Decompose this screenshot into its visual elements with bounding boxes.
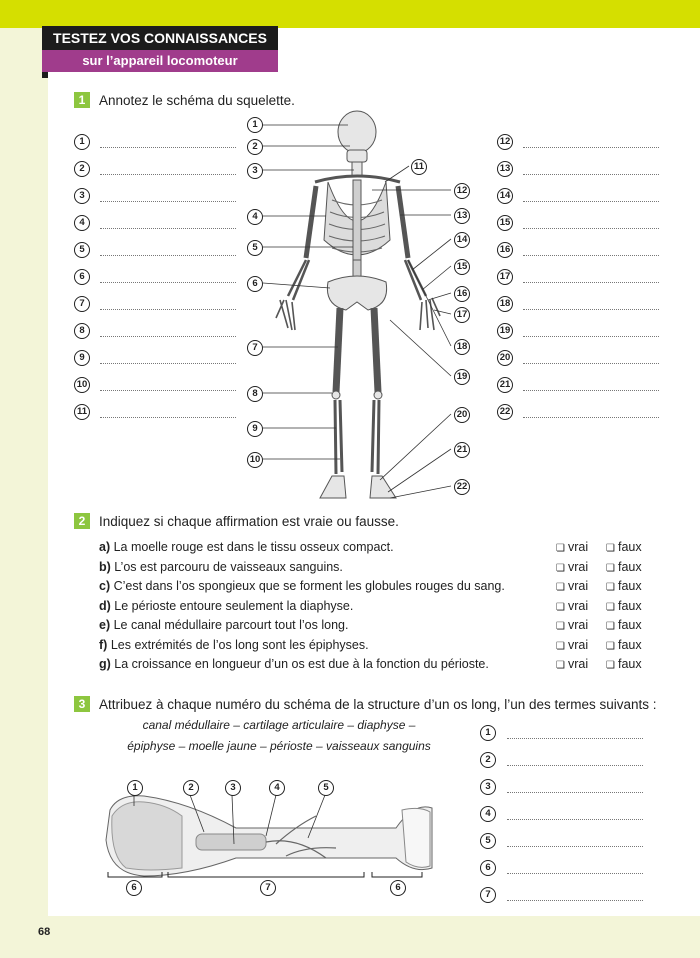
answer-blank[interactable] (100, 174, 236, 175)
skeleton-marker: 14 (454, 232, 470, 248)
answer-number: 1 (74, 134, 90, 150)
answer-blank[interactable] (523, 363, 659, 364)
skeleton-marker: 1 (247, 117, 263, 133)
checkbox-icon: ❏ (606, 601, 615, 613)
answer-number: 7 (74, 296, 90, 312)
vrai-label: vrai (567, 598, 589, 613)
q2-title: Indiquez si chaque affirmation est vraie ou fausse. (99, 514, 399, 529)
vrai-checkbox[interactable] (556, 657, 588, 671)
medullary-canal (196, 834, 266, 850)
answer-number: 5 (480, 833, 496, 849)
answer-blank[interactable] (507, 873, 643, 874)
answer-blank[interactable] (100, 228, 236, 229)
statement-text: La moelle rouge est dans le tissu osseux compact. (113, 540, 394, 554)
answer-blank[interactable] (507, 900, 643, 901)
q1-number-badge: 1 (74, 92, 90, 108)
left-femur (336, 308, 340, 392)
answer-blank[interactable] (523, 174, 659, 175)
answer-blank[interactable] (100, 147, 236, 148)
checkbox-icon: ❏ (556, 621, 565, 632)
faux-label: faux (617, 559, 642, 574)
right-patella (374, 391, 382, 399)
skeleton-diagram (240, 110, 490, 510)
statement-letter: a) (99, 540, 111, 554)
right-hand (420, 298, 440, 330)
answer-blank[interactable] (100, 390, 236, 391)
answer-number: 2 (74, 161, 90, 177)
left-hand (276, 300, 295, 330)
faux-checkbox[interactable] (606, 618, 642, 632)
faux-checkbox[interactable] (606, 560, 642, 574)
answer-blank[interactable] (100, 417, 236, 418)
answer-number: 16 (497, 242, 513, 258)
answer-blank[interactable] (523, 282, 659, 283)
skeleton-marker: 9 (247, 421, 263, 437)
page-number: 68 (38, 926, 51, 938)
answer-blank[interactable] (507, 738, 643, 739)
answer-number: 17 (497, 269, 513, 285)
statement-letter: g) (99, 657, 111, 671)
bone-marker: 2 (183, 780, 199, 796)
statement (99, 540, 394, 554)
statement-letter: d) (99, 598, 111, 613)
answer-number: 14 (497, 188, 513, 204)
long-bone-diagram (96, 776, 436, 896)
right-humerus (398, 186, 408, 258)
left-forearm (288, 260, 309, 300)
skeleton-marker: 16 (454, 286, 470, 302)
faux-checkbox[interactable] (606, 540, 642, 554)
left-leg-bones (335, 400, 342, 474)
skeleton-marker: 11 (411, 159, 427, 175)
skeleton-marker: 15 (454, 259, 470, 275)
answer-number: 19 (497, 323, 513, 339)
skeleton-marker: 3 (247, 163, 263, 179)
jaw (347, 150, 367, 162)
right-foot (370, 476, 396, 498)
articular-cartilage-right (402, 808, 430, 867)
vrai-label: vrai (567, 618, 589, 632)
skeleton-marker: 13 (454, 208, 470, 224)
statement (99, 599, 353, 613)
vrai-label: vrai (567, 540, 589, 554)
right-femur (374, 308, 378, 392)
answer-blank[interactable] (523, 417, 659, 418)
answer-blank[interactable] (100, 336, 236, 337)
faux-label: faux (617, 618, 642, 632)
statement (99, 579, 505, 593)
bone-marker: 4 (269, 780, 285, 796)
answer-blank[interactable] (523, 255, 659, 256)
q3-terms-line-2: épiphyse – moelle jaune – périoste – vaisseaux sanguins (127, 739, 431, 753)
skeleton-marker: 21 (454, 442, 470, 458)
vrai-label: vrai (567, 657, 589, 671)
skeleton-marker: 20 (454, 407, 470, 423)
checkbox-icon: ❏ (606, 621, 615, 632)
spongy-bone (112, 802, 182, 870)
vrai-checkbox[interactable] (556, 599, 588, 613)
answer-blank[interactable] (523, 309, 659, 310)
answer-blank[interactable] (100, 255, 236, 256)
answer-blank[interactable] (523, 147, 659, 148)
right-forearm (405, 260, 426, 300)
statement (99, 618, 348, 632)
answer-number: 6 (480, 860, 496, 876)
statement (99, 560, 343, 574)
skeleton-marker: 19 (454, 369, 470, 385)
bone-marker: 6 (390, 880, 406, 896)
bone-marker: 5 (318, 780, 334, 796)
statement (99, 638, 369, 652)
q3-number-badge: 3 (74, 696, 90, 712)
answer-blank[interactable] (507, 846, 643, 847)
vrai-checkbox[interactable] (556, 579, 588, 593)
answer-blank[interactable] (100, 363, 236, 364)
top-color-band (0, 0, 700, 28)
statement-text: Les extrémités de l’os long sont les épiphyses. (110, 637, 369, 652)
vrai-checkbox[interactable] (556, 618, 588, 632)
faux-label: faux (617, 657, 642, 671)
answer-number: 21 (497, 377, 513, 393)
faux-label: faux (617, 540, 642, 554)
faux-label: faux (617, 579, 642, 593)
statement (99, 657, 489, 671)
answer-number: 1 (480, 725, 496, 741)
answer-blank[interactable] (523, 390, 659, 391)
answer-blank[interactable] (100, 282, 236, 283)
skeleton-marker: 6 (247, 276, 263, 292)
skeleton-marker: 7 (247, 340, 263, 356)
answer-number: 22 (497, 404, 513, 420)
statement-text: C’est dans l’os spongieux que se forment les globules rouges du sang. (113, 579, 505, 593)
answer-blank[interactable] (523, 228, 659, 229)
answer-blank[interactable] (507, 819, 643, 820)
answer-blank[interactable] (100, 201, 236, 202)
bone-marker: 1 (127, 780, 143, 796)
answer-number: 4 (74, 215, 90, 231)
skeleton-marker: 12 (454, 183, 470, 199)
answer-number: 20 (497, 350, 513, 366)
skeleton-marker: 18 (454, 339, 470, 355)
header-title: TESTEZ VOS CONNAISSANCES (42, 26, 278, 50)
statement-text: Le canal médullaire parcourt tout l’os long. (113, 618, 349, 632)
answer-number: 7 (480, 887, 496, 903)
faux-checkbox[interactable] (606, 638, 642, 652)
answer-number: 6 (74, 269, 90, 285)
answer-number: 2 (480, 752, 496, 768)
checkbox-icon: ❏ (556, 660, 565, 671)
answer-blank[interactable] (507, 765, 643, 766)
answer-blank[interactable] (507, 792, 643, 793)
checkbox-icon: ❏ (556, 582, 565, 593)
statement-letter: b) (99, 559, 111, 574)
checkbox-icon: ❏ (606, 543, 615, 554)
checkbox-icon: ❏ (606, 562, 615, 574)
bone-marker: 7 (260, 880, 276, 896)
bone-marker: 3 (225, 780, 241, 796)
checkbox-icon: ❏ (556, 640, 565, 652)
faux-label: faux (617, 598, 642, 613)
answer-number: 4 (480, 806, 496, 822)
checkbox-icon: ❏ (556, 601, 565, 613)
skeleton-marker: 2 (247, 139, 263, 155)
answer-number: 15 (497, 215, 513, 231)
bone-marker: 6 (126, 880, 142, 896)
answer-number: 9 (74, 350, 90, 366)
vrai-label: vrai (567, 559, 589, 574)
checkbox-icon: ❏ (606, 640, 615, 652)
q2-number-badge: 2 (74, 513, 90, 529)
q3-terms-line-1: canal médullaire – cartilage articulaire – diaphyse – (142, 718, 416, 732)
faux-checkbox[interactable] (606, 599, 642, 613)
faux-checkbox[interactable] (606, 657, 642, 671)
skeleton-marker: 4 (247, 209, 263, 225)
answer-blank[interactable] (100, 309, 236, 310)
faux-label: faux (617, 637, 642, 652)
skeleton-marker: 22 (454, 479, 470, 495)
skeleton-marker: 8 (247, 386, 263, 402)
answer-number: 10 (74, 377, 90, 393)
answer-number: 13 (497, 161, 513, 177)
left-foot (320, 476, 346, 498)
header-corner (42, 72, 48, 78)
vrai-checkbox[interactable] (556, 638, 588, 652)
checkbox-icon: ❏ (606, 660, 615, 671)
statement-letter: e) (99, 618, 111, 632)
pelvis (327, 276, 386, 310)
statement-letter: c) (99, 579, 111, 593)
sternum-spine (353, 180, 361, 260)
answer-number: 8 (74, 323, 90, 339)
answer-number: 5 (74, 242, 90, 258)
answer-blank[interactable] (523, 201, 659, 202)
neck-vertebrae (352, 162, 362, 176)
checkbox-icon: ❏ (556, 543, 565, 554)
left-patella (332, 391, 340, 399)
skeleton-marker: 5 (247, 240, 263, 256)
faux-checkbox[interactable] (606, 579, 642, 593)
vrai-checkbox[interactable] (556, 540, 588, 554)
statement-text: L’os est parcouru de vaisseaux sanguins. (114, 559, 343, 574)
checkbox-icon: ❏ (556, 562, 565, 574)
vrai-checkbox[interactable] (556, 560, 588, 574)
answer-number: 11 (74, 404, 90, 420)
right-leg-bones (372, 400, 379, 474)
checkbox-icon: ❏ (606, 582, 615, 593)
vrai-label: vrai (567, 637, 589, 652)
skeleton-marker: 10 (247, 452, 263, 468)
q3-title: Attribuez à chaque numéro du schéma de la structure d’un os long, l’un des termes suivants : (99, 697, 657, 712)
q1-title: Annotez le schéma du squelette. (99, 93, 295, 108)
answer-number: 3 (74, 188, 90, 204)
answer-blank[interactable] (523, 336, 659, 337)
skeleton-marker: 17 (454, 307, 470, 323)
statement-text: La croissance en longueur d’un os est due à la fonction du périoste. (114, 657, 489, 671)
skull (338, 111, 376, 153)
header-subtitle: sur l’appareil locomoteur (42, 50, 278, 72)
statement-text: Le périoste entoure seulement la diaphyse. (114, 598, 354, 613)
statement-letter: f) (99, 637, 108, 652)
vrai-label: vrai (567, 579, 589, 593)
answer-number: 12 (497, 134, 513, 150)
answer-number: 18 (497, 296, 513, 312)
answer-number: 3 (480, 779, 496, 795)
